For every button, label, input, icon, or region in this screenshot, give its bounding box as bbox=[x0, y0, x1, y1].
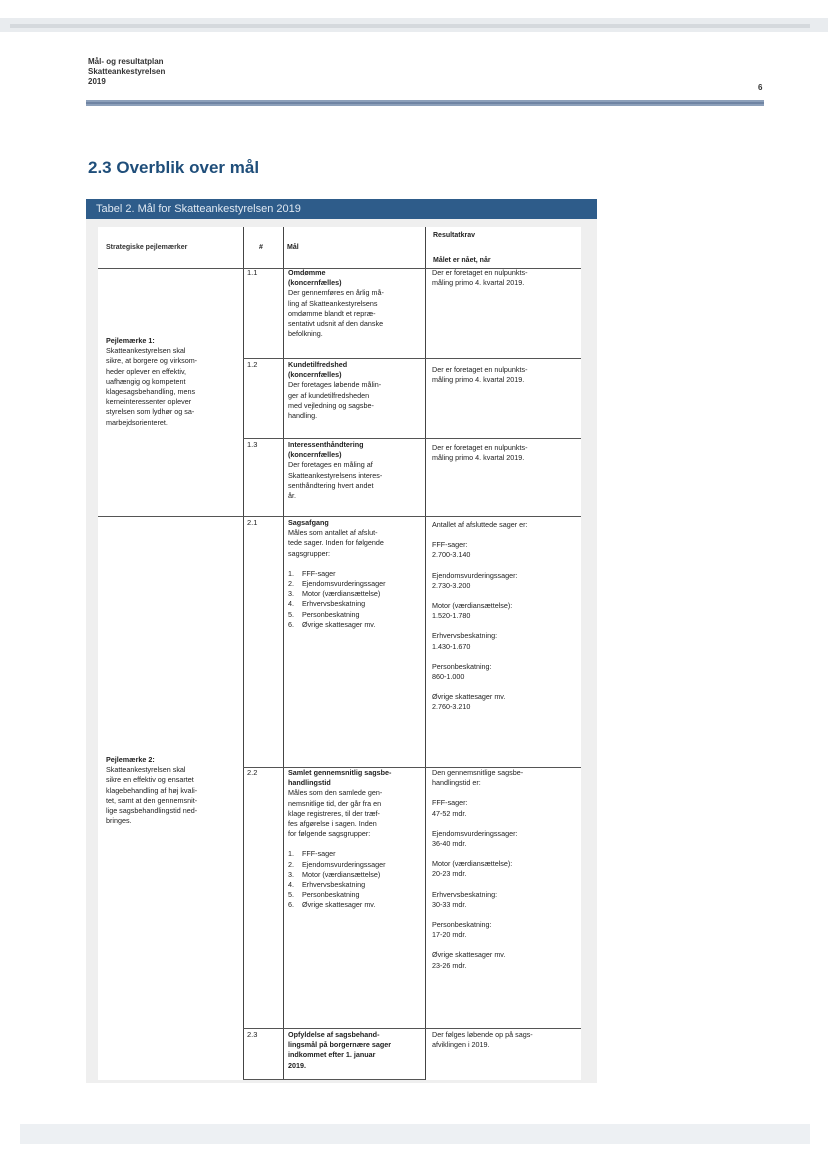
row-border-22-23 bbox=[243, 1028, 581, 1029]
pejlemaerke-2-title: Pejlemærke 2: bbox=[106, 755, 155, 764]
result-value: 20-23 mdr. bbox=[432, 869, 467, 879]
column-header-number: # bbox=[259, 244, 263, 251]
result-text: måling primo 4. kvartal 2019. bbox=[432, 453, 525, 463]
pejlemaerke-2 bbox=[106, 755, 197, 826]
column-header-strategic: Strategiske pejlemærker bbox=[106, 244, 188, 251]
result-value: 23-26 mdr. bbox=[432, 960, 467, 970]
pejlemaerke-1-text: kerneinteressenter oplever bbox=[106, 397, 192, 407]
column-header-result-sub: Målet er nået, når bbox=[433, 257, 491, 264]
goal-text: ger af kundetilfredsheden bbox=[288, 390, 370, 400]
result-value: 2.760-3.210 bbox=[432, 702, 471, 712]
row-border-2-3 bbox=[243, 438, 581, 439]
goal-title: 2019. bbox=[288, 1060, 306, 1070]
row-border-group bbox=[98, 516, 581, 517]
pejlemaerke-2-text: Skatteankestyrelsen skal bbox=[106, 765, 186, 775]
pejlemaerke-1-text: marbejdsorienteret. bbox=[106, 417, 168, 427]
list-item: 6. Øvrige skattesager mv. bbox=[288, 900, 376, 910]
table-bottom-border bbox=[243, 1079, 425, 1080]
goal-text: sagsgrupper: bbox=[288, 548, 330, 558]
goal-title: Omdømme bbox=[288, 268, 326, 277]
goal-title: Samlet gennemsnitlig sagsbe- bbox=[288, 768, 392, 777]
pejlemaerke-1-text: sikre, at borgere og virksom- bbox=[106, 356, 198, 366]
result-cell-1-1 bbox=[432, 268, 528, 288]
goal-cell-1-2 bbox=[288, 360, 381, 421]
result-label: Personbeskatning: bbox=[432, 920, 492, 930]
goal-text: senthåndtering hvert andet bbox=[288, 480, 374, 490]
scan-artifact-bottom bbox=[20, 1124, 810, 1144]
result-value: 17-20 mdr. bbox=[432, 930, 467, 940]
list-item: 2. Ejendomsvurderingssager bbox=[288, 859, 386, 869]
result-intro: Antallet af afsluttede sager er: bbox=[432, 520, 528, 529]
goal-text: klage registreres, til der træf- bbox=[288, 808, 380, 818]
table-caption: Tabel 2. Mål for Skatteankestyrelsen 2019 bbox=[86, 199, 597, 219]
pejlemaerke-1-text: klagesagsbehandling, mens bbox=[106, 387, 196, 397]
goal-text: befolkning. bbox=[288, 329, 323, 339]
goal-tag: (koncernfælles) bbox=[288, 370, 342, 380]
goal-title: Interessenthåndtering bbox=[288, 440, 364, 449]
col-divider-1 bbox=[243, 227, 244, 1080]
result-label: Motor (værdiansættelse): bbox=[432, 859, 513, 869]
goal-number: 2.3 bbox=[247, 1030, 258, 1039]
goal-title: Opfyldelse af sagsbehand- bbox=[288, 1030, 380, 1039]
goal-text: handling. bbox=[288, 411, 318, 421]
page-number: 6 bbox=[758, 83, 763, 92]
result-intro: Den gennemsnitlige sagsbe- bbox=[432, 768, 524, 777]
result-cell-1-2 bbox=[432, 365, 528, 385]
section-title: 2.3 Overblik over mål bbox=[88, 158, 260, 177]
pejlemaerke-1-text: uafhængig og kompetent bbox=[106, 376, 186, 386]
list-item: 3. Motor (værdiansættelse) bbox=[288, 589, 381, 599]
pejlemaerke-1-title: Pejlemærke 1: bbox=[106, 336, 155, 345]
result-label: Erhvervsbeskatning: bbox=[432, 631, 498, 641]
result-text: Der er foretaget en nulpunkts- bbox=[432, 268, 528, 277]
result-label: Erhvervsbeskatning: bbox=[432, 889, 498, 899]
result-cell-1-3 bbox=[432, 443, 528, 463]
result-cell-2-3 bbox=[432, 1030, 533, 1050]
result-cell-2-1 bbox=[432, 520, 528, 713]
result-value: 860-1.000 bbox=[432, 672, 465, 682]
goal-number: 2.1 bbox=[247, 518, 258, 527]
pejlemaerke-2-text: bringes. bbox=[106, 816, 132, 826]
list-item: 5. Personbeskatning bbox=[288, 609, 360, 619]
goal-number: 2.2 bbox=[247, 768, 258, 777]
case-group-list bbox=[288, 849, 391, 910]
header-rule-inner bbox=[86, 102, 764, 104]
scan-artifact-top-line bbox=[10, 24, 810, 28]
document-header bbox=[88, 57, 165, 87]
goal-tag: (koncernfælles) bbox=[288, 450, 342, 460]
case-group-list bbox=[288, 569, 386, 630]
col-divider-3 bbox=[425, 227, 426, 1080]
result-cell-2-2 bbox=[432, 768, 523, 971]
column-header-goal: Mål bbox=[287, 244, 299, 251]
goal-cell-1-1 bbox=[288, 268, 384, 339]
result-label: Øvrige skattesager mv. bbox=[432, 692, 506, 702]
goal-number: 1.1 bbox=[247, 268, 258, 277]
result-text: afviklingen i 2019. bbox=[432, 1040, 490, 1050]
result-label: Øvrige skattesager mv. bbox=[432, 950, 506, 960]
header-line-3: 2019 bbox=[88, 77, 106, 86]
result-value: 36-40 mdr. bbox=[432, 839, 467, 849]
goal-title: Sagsafgang bbox=[288, 518, 329, 527]
result-label: FFF-sager: bbox=[432, 798, 468, 808]
goal-text: fes afgørelse i sagen. Inden bbox=[288, 819, 377, 829]
goal-text: ling af Skatteankestyrelsens bbox=[288, 298, 378, 308]
pejlemaerke-1-text: styrelsen som lydhør og sa- bbox=[106, 407, 195, 417]
goal-title: handlingstid bbox=[288, 778, 331, 788]
goal-cell-1-3 bbox=[288, 440, 382, 501]
goal-text: Der foretages løbende målin- bbox=[288, 380, 382, 390]
goal-text: nemsnitlige tid, der går fra en bbox=[288, 798, 382, 808]
list-item: 2. Ejendomsvurderingssager bbox=[288, 579, 386, 589]
result-text: Der er foretaget en nulpunkts- bbox=[432, 365, 528, 374]
pejlemaerke-2-text: tet, samt at den gennemsnit- bbox=[106, 795, 198, 805]
goal-text: år. bbox=[288, 491, 296, 501]
goal-cell-2-3 bbox=[288, 1030, 391, 1071]
goal-title: lingsmål på borgernære sager bbox=[288, 1040, 392, 1050]
goal-cell-2-2 bbox=[288, 768, 391, 911]
result-label: Ejendomsvurderingssager: bbox=[432, 828, 518, 838]
result-text: måling primo 4. kvartal 2019. bbox=[432, 375, 525, 385]
header-line-2: Skatteankestyrelsen bbox=[88, 67, 166, 76]
result-label: Personbeskatning: bbox=[432, 661, 492, 671]
goal-text: tede sager. Inden for følgende bbox=[288, 538, 384, 548]
row-border-1-2 bbox=[243, 358, 581, 359]
pejlemaerke-1-text: Skatteankestyrelsen skal bbox=[106, 346, 186, 356]
goal-text: omdømme blandt et repræ- bbox=[288, 308, 376, 318]
goal-number: 1.3 bbox=[247, 440, 258, 449]
list-item: 1. FFF-sager bbox=[288, 849, 336, 859]
goal-text: for følgende sagsgrupper: bbox=[288, 829, 371, 839]
result-text: Der følges løbende op på sags- bbox=[432, 1030, 533, 1039]
result-text: Der er foretaget en nulpunkts- bbox=[432, 443, 528, 452]
result-value: 1.430-1.670 bbox=[432, 641, 471, 651]
result-value: 47-52 mdr. bbox=[432, 808, 467, 818]
result-label: Motor (værdiansættelse): bbox=[432, 601, 513, 611]
goal-text: Skatteankestyrelsens interes- bbox=[288, 470, 383, 480]
result-intro: handlingstid er: bbox=[432, 778, 481, 788]
pejlemaerke-1-text: heder oplever en effektiv, bbox=[106, 366, 187, 376]
goal-cell-2-1 bbox=[288, 518, 386, 630]
result-label: FFF-sager: bbox=[432, 540, 468, 550]
goal-text: Måles som antallet af afslut- bbox=[288, 528, 378, 538]
goal-tag: (koncernfælles) bbox=[288, 278, 342, 288]
pejlemaerke-1 bbox=[106, 336, 197, 428]
result-value: 1.520-1.780 bbox=[432, 611, 471, 621]
list-item: 3. Motor (værdiansættelse) bbox=[288, 869, 381, 879]
goal-title: indkommet efter 1. januar bbox=[288, 1050, 376, 1060]
result-text: måling primo 4. kvartal 2019. bbox=[432, 278, 525, 288]
pejlemaerke-2-text: klagebehandling af høj kvali- bbox=[106, 785, 198, 795]
list-item: 6. Øvrige skattesager mv. bbox=[288, 619, 376, 629]
pejlemaerke-2-text: sikre en effektiv og ensartet bbox=[106, 775, 194, 785]
goal-number: 1.2 bbox=[247, 360, 258, 369]
list-item: 4. Erhvervsbeskatning bbox=[288, 599, 366, 609]
col-divider-2 bbox=[283, 227, 284, 1080]
goal-text: med vejledning og sagsbe- bbox=[288, 400, 374, 410]
result-label: Ejendomsvurderingssager: bbox=[432, 570, 518, 580]
goal-text: Der gennemføres en årlig må- bbox=[288, 288, 384, 298]
column-header-result: Resultatkrav bbox=[433, 232, 476, 239]
result-value: 2.730-3.200 bbox=[432, 580, 471, 590]
list-item: 1. FFF-sager bbox=[288, 568, 336, 578]
list-item: 5. Personbeskatning bbox=[288, 890, 360, 900]
goal-text: sentativt udsnit af den danske bbox=[288, 319, 384, 329]
list-item: 4. Erhvervsbeskatning bbox=[288, 880, 366, 890]
result-value: 30-33 mdr. bbox=[432, 899, 467, 909]
goal-title: Kundetilfredshed bbox=[288, 360, 348, 369]
goal-text: Der foretages en måling af bbox=[288, 460, 373, 470]
header-line-1: Mål- og resultatplan bbox=[88, 57, 164, 66]
result-value: 2.700-3.140 bbox=[432, 550, 471, 560]
goal-text: Måles som den samlede gen- bbox=[288, 788, 383, 798]
pejlemaerke-2-text: lige sagsbehandlingstid ned- bbox=[106, 806, 198, 816]
